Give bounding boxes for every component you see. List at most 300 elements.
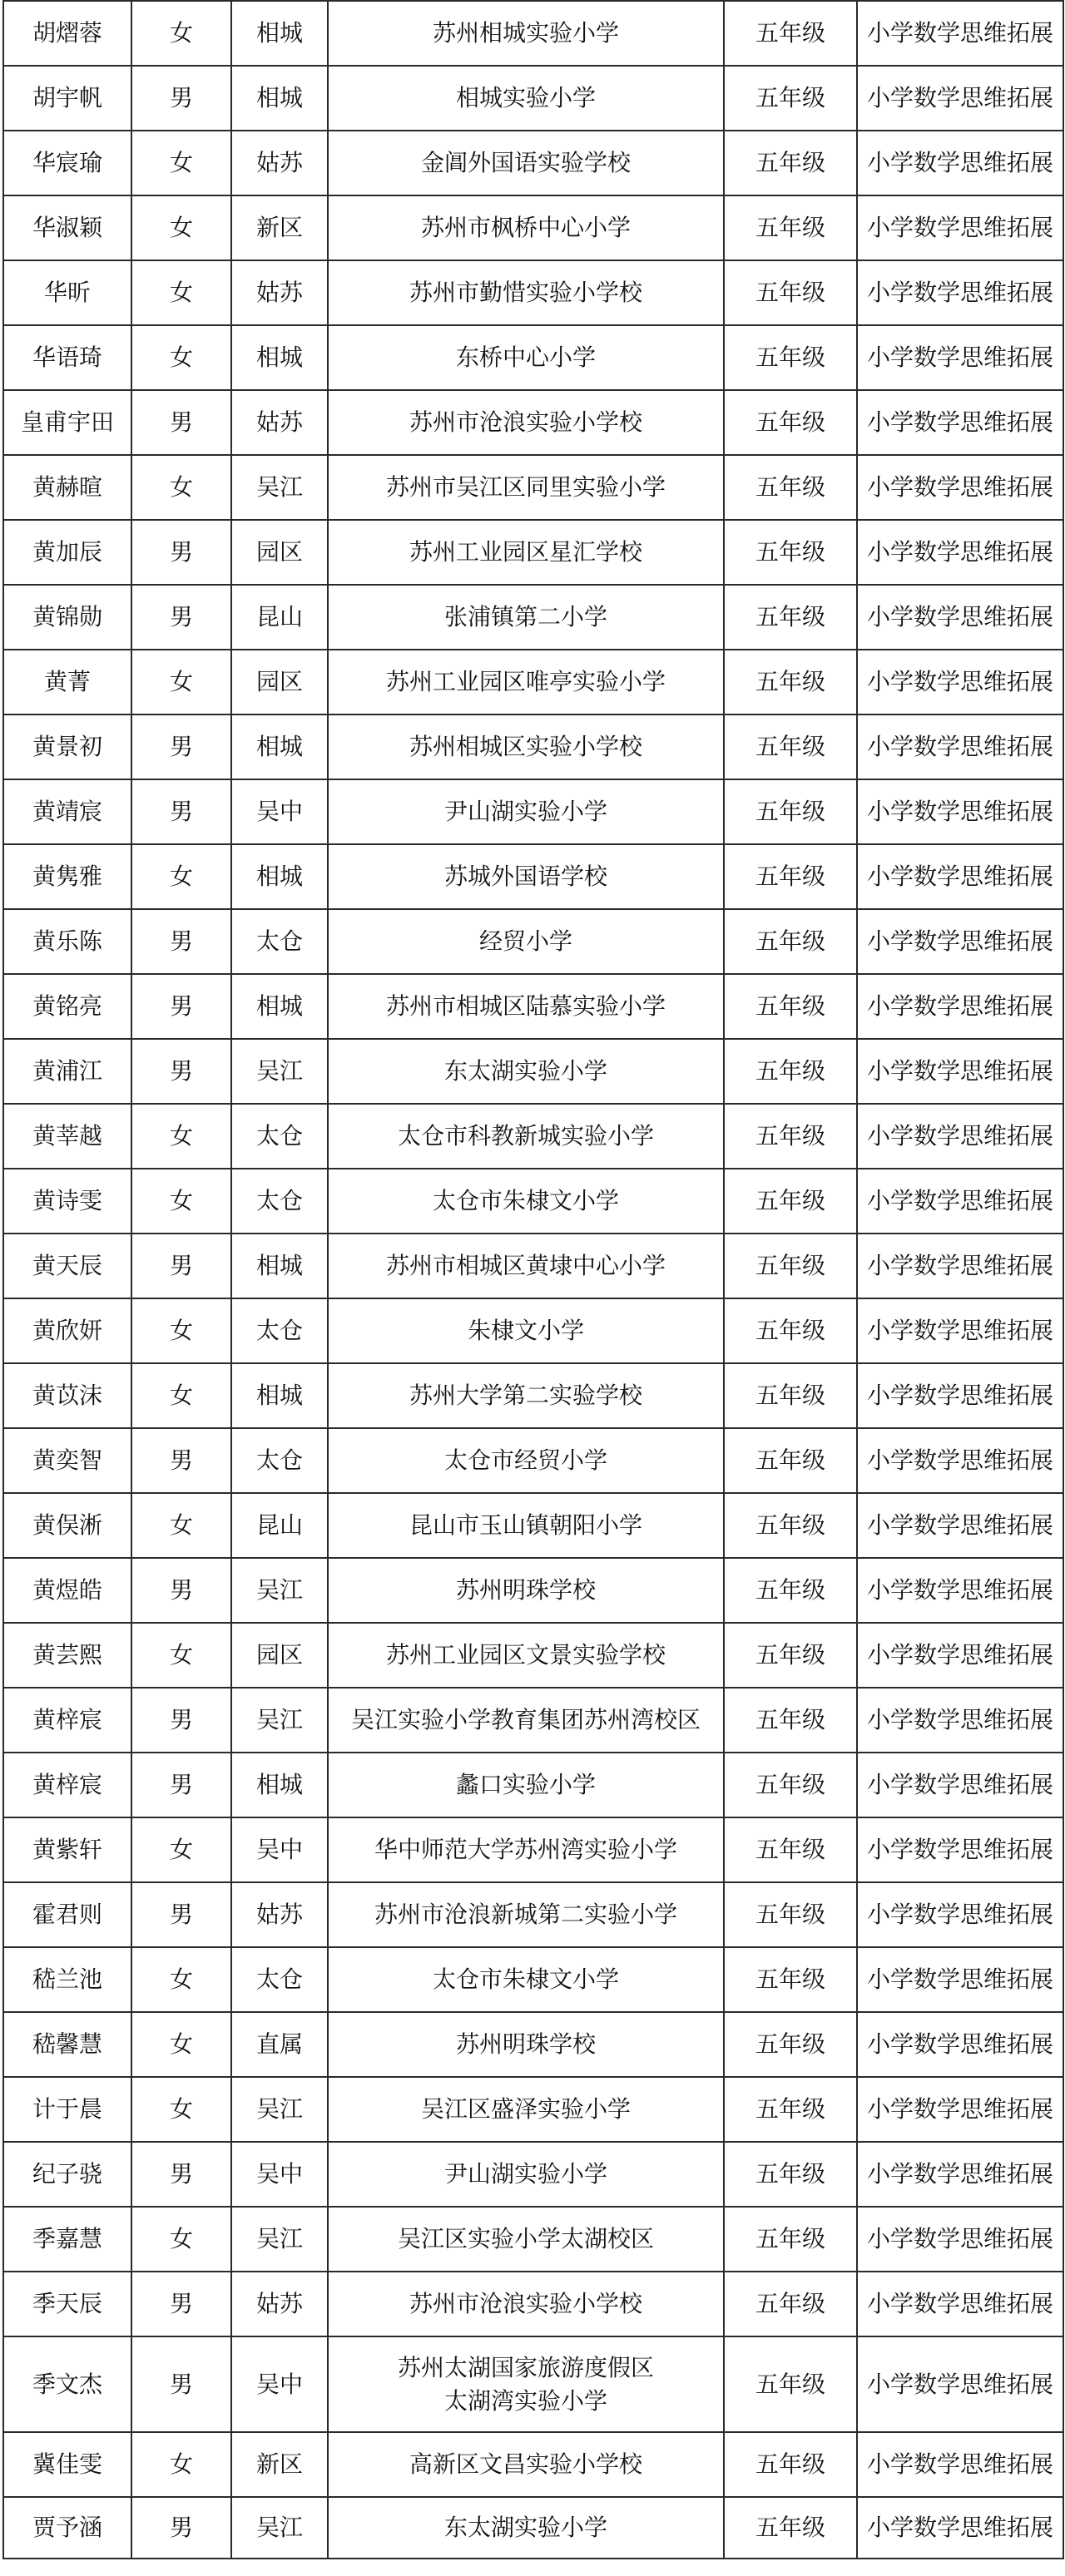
school-cell xyxy=(328,1104,724,1169)
gender-cell: 男 xyxy=(131,2497,231,2559)
course-cell: 小学数学思维拓展 xyxy=(857,520,1063,585)
student-name-cell: 嵇兰池 xyxy=(3,1947,131,2012)
table-row xyxy=(3,260,1063,325)
school-name-line: 东桥中心小学 xyxy=(455,344,596,371)
student-name-cell: 胡宇帆 xyxy=(3,66,131,131)
grade-cell: 五年级 xyxy=(724,2207,857,2272)
student-name-cell: 黄隽雅 xyxy=(3,844,131,909)
district-cell: 新区 xyxy=(231,2432,328,2497)
student-name-cell: 季天辰 xyxy=(3,2272,131,2336)
gender-cell: 男 xyxy=(131,1039,231,1104)
course-cell: 小学数学思维拓展 xyxy=(857,1363,1063,1428)
grade-cell: 五年级 xyxy=(724,714,857,779)
district-cell: 太仓 xyxy=(231,1298,328,1363)
table-row xyxy=(3,909,1063,974)
school-cell xyxy=(328,325,724,390)
course-cell: 小学数学思维拓展 xyxy=(857,390,1063,455)
grade-cell: 五年级 xyxy=(724,779,857,844)
grade-cell: 五年级 xyxy=(724,1753,857,1817)
student-name-cell: 黄铭亮 xyxy=(3,974,131,1039)
course-cell: 小学数学思维拓展 xyxy=(857,2142,1063,2207)
student-name-cell: 黄加辰 xyxy=(3,520,131,585)
course-cell: 小学数学思维拓展 xyxy=(857,1234,1063,1298)
grade-cell: 五年级 xyxy=(724,455,857,520)
school-cell xyxy=(328,260,724,325)
student-name-cell: 嵇馨慧 xyxy=(3,2012,131,2077)
table-row xyxy=(3,779,1063,844)
school-name-line: 吴江实验小学教育集团苏州湾校区 xyxy=(350,1706,701,1733)
gender-cell: 男 xyxy=(131,1753,231,1817)
school-cell xyxy=(328,1169,724,1234)
gender-cell: 女 xyxy=(131,844,231,909)
table-row xyxy=(3,974,1063,1039)
course-cell: 小学数学思维拓展 xyxy=(857,2497,1063,2559)
school-cell xyxy=(328,1298,724,1363)
district-cell: 吴江 xyxy=(231,2207,328,2272)
school-cell xyxy=(328,1753,724,1817)
student-roster-table xyxy=(2,0,1064,2559)
table-row xyxy=(3,1169,1063,1234)
school-cell xyxy=(328,1623,724,1688)
course-cell: 小学数学思维拓展 xyxy=(857,1,1063,66)
school-name-line: 苏州市沧浪实验小学校 xyxy=(409,2290,642,2317)
gender-cell: 女 xyxy=(131,1104,231,1169)
grade-cell: 五年级 xyxy=(724,1363,857,1428)
table-row xyxy=(3,1947,1063,2012)
gender-cell: 女 xyxy=(131,2077,231,2142)
school-cell xyxy=(328,2432,724,2497)
district-cell: 吴江 xyxy=(231,455,328,520)
course-cell: 小学数学思维拓展 xyxy=(857,1169,1063,1234)
school-name-line: 尹山湖实验小学 xyxy=(443,2160,607,2188)
gender-cell: 男 xyxy=(131,909,231,974)
student-name-cell: 季文杰 xyxy=(3,2336,131,2432)
district-cell: 昆山 xyxy=(231,585,328,650)
grade-cell: 五年级 xyxy=(724,1947,857,2012)
course-cell: 小学数学思维拓展 xyxy=(857,844,1063,909)
school-cell xyxy=(328,585,724,650)
grade-cell: 五年级 xyxy=(724,974,857,1039)
grade-cell: 五年级 xyxy=(724,1688,857,1753)
table-row xyxy=(3,1817,1063,1882)
gender-cell: 女 xyxy=(131,1493,231,1558)
district-cell: 太仓 xyxy=(231,1947,328,2012)
school-cell xyxy=(328,1,724,66)
district-cell: 园区 xyxy=(231,650,328,714)
student-name-cell: 黄浦江 xyxy=(3,1039,131,1104)
school-cell xyxy=(328,1234,724,1298)
school-name-line: 苏州工业园区唯亭实验小学 xyxy=(385,668,666,695)
student-name-cell: 黄芸熙 xyxy=(3,1623,131,1688)
student-name-cell: 皇甫宇田 xyxy=(3,390,131,455)
gender-cell: 女 xyxy=(131,325,231,390)
district-cell: 园区 xyxy=(231,1623,328,1688)
table-row xyxy=(3,1298,1063,1363)
course-cell: 小学数学思维拓展 xyxy=(857,585,1063,650)
gender-cell: 男 xyxy=(131,520,231,585)
grade-cell: 五年级 xyxy=(724,909,857,974)
school-name-line: 苏州市勤惜实验小学校 xyxy=(409,279,642,306)
school-name-line: 昆山市玉山镇朝阳小学 xyxy=(409,1511,642,1539)
table-row xyxy=(3,2336,1063,2432)
course-cell: 小学数学思维拓展 xyxy=(857,1947,1063,2012)
grade-cell: 五年级 xyxy=(724,1169,857,1234)
course-cell: 小学数学思维拓展 xyxy=(857,195,1063,260)
student-name-cell: 黄紫轩 xyxy=(3,1817,131,1882)
gender-cell: 男 xyxy=(131,1558,231,1623)
grade-cell: 五年级 xyxy=(724,325,857,390)
grade-cell: 五年级 xyxy=(724,1104,857,1169)
district-cell: 吴江 xyxy=(231,1688,328,1753)
school-name-line: 苏州相城实验小学 xyxy=(432,19,619,47)
grade-cell: 五年级 xyxy=(724,520,857,585)
course-cell: 小学数学思维拓展 xyxy=(857,2336,1063,2432)
school-name-line: 苏州市沧浪新城第二实验小学 xyxy=(374,1901,677,1928)
district-cell: 相城 xyxy=(231,1234,328,1298)
school-name-line: 太湖湾实验小学 xyxy=(443,2386,607,2415)
table-row xyxy=(3,455,1063,520)
gender-cell: 男 xyxy=(131,2336,231,2432)
school-cell xyxy=(328,390,724,455)
student-name-cell: 黄梓宸 xyxy=(3,1753,131,1817)
school-cell xyxy=(328,66,724,131)
grade-cell: 五年级 xyxy=(724,2272,857,2336)
school-cell xyxy=(328,1493,724,1558)
school-name-line: 金阊外国语实验学校 xyxy=(420,149,631,176)
table-row xyxy=(3,1363,1063,1428)
school-name-line: 苏州太湖国家旅游度假区 xyxy=(397,2353,654,2381)
district-cell: 昆山 xyxy=(231,1493,328,1558)
table-row xyxy=(3,585,1063,650)
gender-cell: 男 xyxy=(131,779,231,844)
grade-cell: 五年级 xyxy=(724,1882,857,1947)
gender-cell: 女 xyxy=(131,1,231,66)
grade-cell: 五年级 xyxy=(724,2012,857,2077)
student-name-cell: 黄梓宸 xyxy=(3,1688,131,1753)
school-name-line: 尹山湖实验小学 xyxy=(443,798,607,825)
district-cell: 相城 xyxy=(231,714,328,779)
table-row xyxy=(3,131,1063,195)
course-cell: 小学数学思维拓展 xyxy=(857,2207,1063,2272)
grade-cell: 五年级 xyxy=(724,2336,857,2432)
district-cell: 太仓 xyxy=(231,1428,328,1493)
gender-cell: 女 xyxy=(131,1623,231,1688)
table-row xyxy=(3,650,1063,714)
student-name-cell: 黄赫暄 xyxy=(3,455,131,520)
student-name-cell: 华淑颖 xyxy=(3,195,131,260)
school-name-line: 蠡口实验小学 xyxy=(455,1771,596,1798)
school-cell xyxy=(328,974,724,1039)
course-cell: 小学数学思维拓展 xyxy=(857,1882,1063,1947)
grade-cell: 五年级 xyxy=(724,1,857,66)
school-name-line: 苏州市相城区陆慕实验小学 xyxy=(385,992,666,1020)
course-cell: 小学数学思维拓展 xyxy=(857,2077,1063,2142)
grade-cell: 五年级 xyxy=(724,2142,857,2207)
table-row xyxy=(3,1104,1063,1169)
school-cell xyxy=(328,714,724,779)
district-cell: 吴江 xyxy=(231,1039,328,1104)
district-cell: 吴江 xyxy=(231,1558,328,1623)
gender-cell: 女 xyxy=(131,2207,231,2272)
school-name-line: 苏州相城区实验小学校 xyxy=(409,733,642,760)
district-cell: 姑苏 xyxy=(231,2272,328,2336)
table-row xyxy=(3,1882,1063,1947)
student-name-cell: 纪子骁 xyxy=(3,2142,131,2207)
school-name-line: 苏州明珠学校 xyxy=(455,1576,596,1604)
school-cell xyxy=(328,2272,724,2336)
gender-cell: 女 xyxy=(131,260,231,325)
gender-cell: 女 xyxy=(131,2012,231,2077)
school-name-line: 东太湖实验小学 xyxy=(443,2514,607,2541)
course-cell: 小学数学思维拓展 xyxy=(857,1623,1063,1688)
grade-cell: 五年级 xyxy=(724,1623,857,1688)
gender-cell: 女 xyxy=(131,1817,231,1882)
district-cell: 吴中 xyxy=(231,779,328,844)
district-cell: 太仓 xyxy=(231,1169,328,1234)
grade-cell: 五年级 xyxy=(724,66,857,131)
gender-cell: 男 xyxy=(131,1428,231,1493)
course-cell: 小学数学思维拓展 xyxy=(857,1298,1063,1363)
course-cell: 小学数学思维拓展 xyxy=(857,909,1063,974)
district-cell: 相城 xyxy=(231,974,328,1039)
district-cell: 相城 xyxy=(231,325,328,390)
table-row xyxy=(3,1753,1063,1817)
school-name-line: 苏州明珠学校 xyxy=(455,2030,596,2058)
course-cell: 小学数学思维拓展 xyxy=(857,779,1063,844)
school-cell xyxy=(328,1688,724,1753)
student-name-cell: 华语琦 xyxy=(3,325,131,390)
table-row xyxy=(3,2012,1063,2077)
district-cell: 吴中 xyxy=(231,2336,328,2432)
district-cell: 姑苏 xyxy=(231,131,328,195)
table-row xyxy=(3,1688,1063,1753)
school-name-line: 东太湖实验小学 xyxy=(443,1057,607,1085)
roster-body xyxy=(3,1,1063,2559)
gender-cell: 女 xyxy=(131,455,231,520)
table-row xyxy=(3,1039,1063,1104)
course-cell: 小学数学思维拓展 xyxy=(857,131,1063,195)
school-cell xyxy=(328,2142,724,2207)
course-cell: 小学数学思维拓展 xyxy=(857,260,1063,325)
grade-cell: 五年级 xyxy=(724,844,857,909)
table-row xyxy=(3,2142,1063,2207)
school-name-line: 吴江区盛泽实验小学 xyxy=(420,2095,631,2123)
school-cell xyxy=(328,2077,724,2142)
student-name-cell: 冀佳雯 xyxy=(3,2432,131,2497)
course-cell: 小学数学思维拓展 xyxy=(857,66,1063,131)
gender-cell: 女 xyxy=(131,1947,231,2012)
student-name-cell: 黄奕智 xyxy=(3,1428,131,1493)
gender-cell: 男 xyxy=(131,974,231,1039)
student-name-cell: 黄景初 xyxy=(3,714,131,779)
table-row xyxy=(3,2207,1063,2272)
table-row xyxy=(3,1493,1063,1558)
school-name-line: 太仓市经贸小学 xyxy=(443,1446,607,1474)
course-cell: 小学数学思维拓展 xyxy=(857,2432,1063,2497)
school-cell xyxy=(328,1363,724,1428)
gender-cell: 女 xyxy=(131,2432,231,2497)
district-cell: 吴中 xyxy=(231,1817,328,1882)
student-name-cell: 季嘉慧 xyxy=(3,2207,131,2272)
gender-cell: 男 xyxy=(131,714,231,779)
district-cell: 太仓 xyxy=(231,1104,328,1169)
course-cell: 小学数学思维拓展 xyxy=(857,1817,1063,1882)
gender-cell: 女 xyxy=(131,1363,231,1428)
grade-cell: 五年级 xyxy=(724,260,857,325)
student-name-cell: 黄菁 xyxy=(3,650,131,714)
grade-cell: 五年级 xyxy=(724,1298,857,1363)
district-cell: 吴江 xyxy=(231,2497,328,2559)
gender-cell: 女 xyxy=(131,131,231,195)
course-cell: 小学数学思维拓展 xyxy=(857,1039,1063,1104)
course-cell: 小学数学思维拓展 xyxy=(857,1558,1063,1623)
student-name-cell: 黄苡沫 xyxy=(3,1363,131,1428)
school-cell xyxy=(328,2497,724,2559)
course-cell: 小学数学思维拓展 xyxy=(857,650,1063,714)
gender-cell: 男 xyxy=(131,2272,231,2336)
school-cell xyxy=(328,1428,724,1493)
school-name-line: 苏州工业园区文景实验学校 xyxy=(385,1641,666,1669)
district-cell: 相城 xyxy=(231,844,328,909)
grade-cell: 五年级 xyxy=(724,585,857,650)
grade-cell: 五年级 xyxy=(724,650,857,714)
school-cell xyxy=(328,195,724,260)
table-row xyxy=(3,2272,1063,2336)
district-cell: 园区 xyxy=(231,520,328,585)
school-name-line: 苏州市枫桥中心小学 xyxy=(420,214,631,241)
course-cell: 小学数学思维拓展 xyxy=(857,1688,1063,1753)
gender-cell: 女 xyxy=(131,195,231,260)
school-cell xyxy=(328,455,724,520)
school-cell xyxy=(328,909,724,974)
school-cell xyxy=(328,2012,724,2077)
grade-cell: 五年级 xyxy=(724,131,857,195)
school-name-line: 苏州市吴江区同里实验小学 xyxy=(385,473,666,501)
grade-cell: 五年级 xyxy=(724,2432,857,2497)
school-name-line: 吴江区实验小学太湖校区 xyxy=(397,2225,654,2252)
table-row xyxy=(3,714,1063,779)
school-cell xyxy=(328,1039,724,1104)
student-name-cell: 华昕 xyxy=(3,260,131,325)
district-cell: 姑苏 xyxy=(231,1882,328,1947)
gender-cell: 男 xyxy=(131,1688,231,1753)
gender-cell: 男 xyxy=(131,1882,231,1947)
school-cell xyxy=(328,131,724,195)
district-cell: 太仓 xyxy=(231,909,328,974)
table-row xyxy=(3,520,1063,585)
grade-cell: 五年级 xyxy=(724,390,857,455)
district-cell: 新区 xyxy=(231,195,328,260)
table-row xyxy=(3,844,1063,909)
table-row xyxy=(3,1234,1063,1298)
student-name-cell: 黄靖宸 xyxy=(3,779,131,844)
course-cell: 小学数学思维拓展 xyxy=(857,2272,1063,2336)
grade-cell: 五年级 xyxy=(724,195,857,260)
table-row xyxy=(3,2497,1063,2559)
school-cell xyxy=(328,520,724,585)
student-name-cell: 黄欣妍 xyxy=(3,1298,131,1363)
school-name-line: 苏州市沧浪实验小学校 xyxy=(409,408,642,436)
course-cell: 小学数学思维拓展 xyxy=(857,1753,1063,1817)
school-cell xyxy=(328,779,724,844)
student-name-cell: 胡熠蓉 xyxy=(3,1,131,66)
school-cell xyxy=(328,1558,724,1623)
table-row xyxy=(3,66,1063,131)
district-cell: 吴江 xyxy=(231,2077,328,2142)
table-row xyxy=(3,2432,1063,2497)
grade-cell: 五年级 xyxy=(724,2077,857,2142)
grade-cell: 五年级 xyxy=(724,1558,857,1623)
table-row xyxy=(3,325,1063,390)
district-cell: 姑苏 xyxy=(231,390,328,455)
course-cell: 小学数学思维拓展 xyxy=(857,1104,1063,1169)
student-name-cell: 霍君则 xyxy=(3,1882,131,1947)
school-name-line: 张浦镇第二小学 xyxy=(443,603,607,630)
school-name-line: 太仓市朱棣文小学 xyxy=(432,1965,619,1993)
district-cell: 相城 xyxy=(231,1753,328,1817)
school-name-line: 太仓市朱棣文小学 xyxy=(432,1187,619,1214)
table-row xyxy=(3,1428,1063,1493)
table-row xyxy=(3,2077,1063,2142)
student-name-cell: 华宸瑜 xyxy=(3,131,131,195)
gender-cell: 男 xyxy=(131,390,231,455)
district-cell: 相城 xyxy=(231,1363,328,1428)
student-name-cell: 黄莘越 xyxy=(3,1104,131,1169)
school-name-line: 太仓市科教新城实验小学 xyxy=(397,1122,654,1150)
student-name-cell: 黄天辰 xyxy=(3,1234,131,1298)
table-row xyxy=(3,195,1063,260)
grade-cell: 五年级 xyxy=(724,1234,857,1298)
school-cell xyxy=(328,650,724,714)
table-row xyxy=(3,1,1063,66)
school-cell xyxy=(328,2207,724,2272)
grade-cell: 五年级 xyxy=(724,1817,857,1882)
grade-cell: 五年级 xyxy=(724,1039,857,1104)
student-name-cell: 计于晨 xyxy=(3,2077,131,2142)
course-cell: 小学数学思维拓展 xyxy=(857,2012,1063,2077)
student-name-cell: 黄俣淅 xyxy=(3,1493,131,1558)
school-cell xyxy=(328,1817,724,1882)
grade-cell: 五年级 xyxy=(724,2497,857,2559)
school-name-line: 苏州大学第二实验学校 xyxy=(409,1382,642,1409)
district-cell: 吴中 xyxy=(231,2142,328,2207)
district-cell: 直属 xyxy=(231,2012,328,2077)
gender-cell: 女 xyxy=(131,1169,231,1234)
school-name-line: 苏城外国语学校 xyxy=(443,863,607,890)
gender-cell: 男 xyxy=(131,1234,231,1298)
table-row xyxy=(3,390,1063,455)
gender-cell: 男 xyxy=(131,585,231,650)
course-cell: 小学数学思维拓展 xyxy=(857,974,1063,1039)
school-name-line: 华中师范大学苏州湾实验小学 xyxy=(374,1836,677,1863)
table-row xyxy=(3,1558,1063,1623)
student-name-cell: 黄锦勋 xyxy=(3,585,131,650)
course-cell: 小学数学思维拓展 xyxy=(857,714,1063,779)
district-cell: 相城 xyxy=(231,66,328,131)
district-cell: 相城 xyxy=(231,1,328,66)
gender-cell: 男 xyxy=(131,2142,231,2207)
school-name-line: 相城实验小学 xyxy=(455,84,596,111)
grade-cell: 五年级 xyxy=(724,1428,857,1493)
school-name-line: 苏州工业园区星汇学校 xyxy=(409,538,642,566)
district-cell: 姑苏 xyxy=(231,260,328,325)
school-cell xyxy=(328,844,724,909)
school-cell xyxy=(328,2336,724,2432)
student-name-cell: 贾予涵 xyxy=(3,2497,131,2559)
gender-cell: 女 xyxy=(131,650,231,714)
grade-cell: 五年级 xyxy=(724,1493,857,1558)
course-cell: 小学数学思维拓展 xyxy=(857,1493,1063,1558)
